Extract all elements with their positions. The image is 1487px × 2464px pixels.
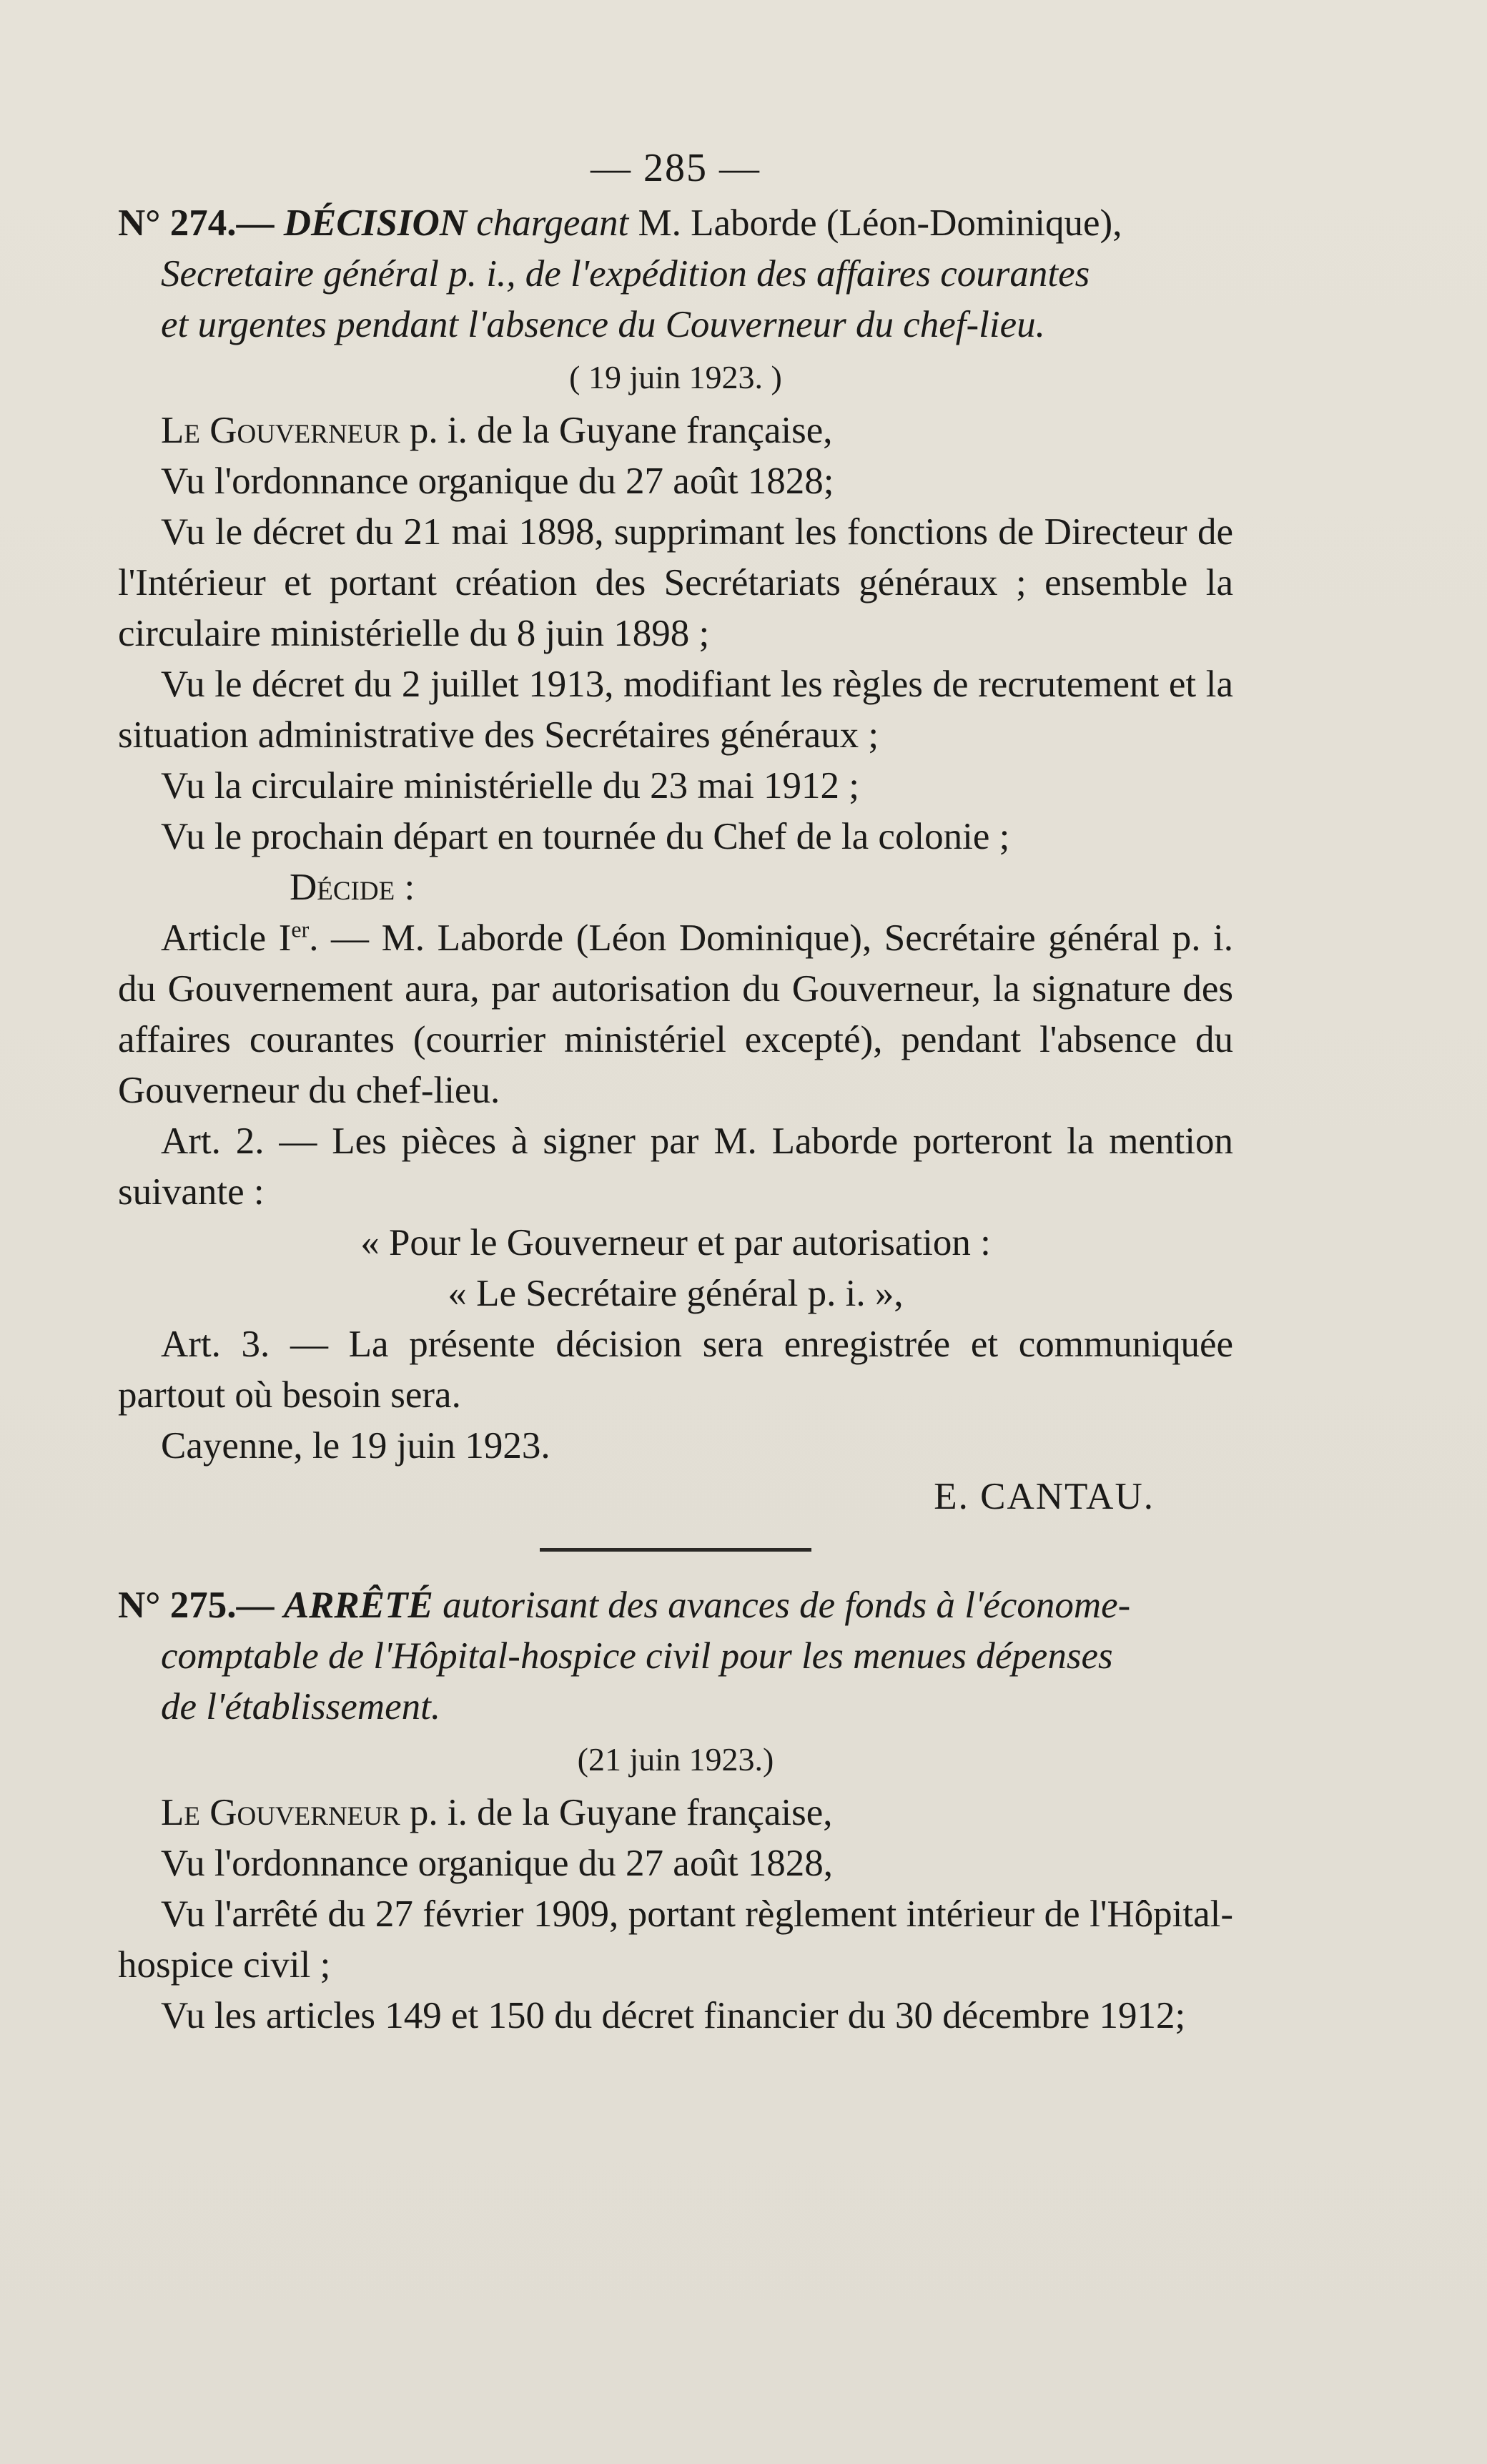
doc2-governor-title: Le Gouverneur xyxy=(161,1792,400,1833)
doc1-heading xyxy=(118,198,1233,249)
doc1-considerant-4: Vu la circulaire ministérielle du 23 mai 1912 ; xyxy=(161,765,860,807)
doc1-article-1-label: Article I xyxy=(161,917,292,959)
doc2-governor-line xyxy=(118,1788,1233,1838)
doc2-heading xyxy=(118,1580,1233,1631)
doc1-article-3: Art. 3. — La présente décision sera enregistrée et communiquée partout où besoin sera. xyxy=(118,1324,1233,1416)
doc1-governor-title: Le Gouverneur xyxy=(161,410,400,451)
doc1-considerant-5: Vu le prochain départ en tournée du Chef de la colonie ; xyxy=(161,816,1010,857)
doc1-date: ( 19 juin 1923. ) xyxy=(569,359,782,395)
doc2-considerant-2: Vu l'arrêté du 27 février 1909, portant règlement intérieur de l'Hôpital-hospice civil ; xyxy=(118,1893,1233,1986)
doc1-governor-rest: p. i. de la Guyane française, xyxy=(400,410,833,451)
section-divider xyxy=(540,1548,811,1552)
doc1-article-1 xyxy=(118,913,1233,1116)
doc1-title: DÉCISION xyxy=(283,202,467,244)
doc1-number: N° 274.— xyxy=(118,202,275,244)
doc2-considerant-1: Vu l'ordonnance organique du 27 août 1828, xyxy=(161,1843,834,1884)
doc1-considerant-2: Vu le décret du 21 mai 1898, supprimant les fonctions de Directeur de l'Intérieur et portant création des Secrétariats généraux ; ensemble la circulaire ministérielle du 8 juin 1898 ; xyxy=(118,511,1233,654)
doc1-quote-1: « Pour le Gouverneur et par autorisation : xyxy=(360,1222,991,1263)
doc1-place-date: Cayenne, le 19 juin 1923. xyxy=(161,1425,550,1467)
doc1-quote-2: « Le Secrétaire général p. i. », xyxy=(448,1273,904,1314)
page-number: — 285 — xyxy=(591,146,761,190)
doc2-heading-line3: de l'établissement. xyxy=(161,1686,441,1728)
doc1-article-1-sup: er xyxy=(291,916,310,942)
doc1-governor-line xyxy=(118,405,1233,456)
doc1-heading-line2: Secretaire général p. i., de l'expédition des affaires courantes xyxy=(161,253,1090,295)
doc1-heading-plain: M. Laborde (Léon-Dominique), xyxy=(638,202,1122,244)
doc2-heading-rest: autorisant des avances de fonds à l'économe- xyxy=(433,1585,1131,1626)
text-column xyxy=(118,143,1233,2041)
doc2-governor-rest: p. i. de la Guyane française, xyxy=(400,1792,833,1833)
doc1-signature: E. CANTAU. xyxy=(934,1476,1155,1517)
doc2-number: N° 275.— xyxy=(118,1585,275,1626)
doc2-considerant-3: Vu les articles 149 et 150 du décret financier du 30 décembre 1912; xyxy=(161,1995,1186,2036)
doc1-considerant-3: Vu le décret du 2 juillet 1913, modifiant les règles de recrutement et la situation administrative des Secrétaires généraux ; xyxy=(118,664,1233,756)
doc2-title: ARRÊTÉ xyxy=(283,1585,433,1626)
doc2-date: (21 juin 1923.) xyxy=(577,1741,774,1778)
doc1-decide: Décide : xyxy=(290,867,415,908)
doc1-article-2: Art. 2. — Les pièces à signer par M. Laborde porteront la mention suivante : xyxy=(118,1120,1233,1213)
doc1-article-1-text: . — M. Laborde (Léon Dominique), Secrétaire général p. i. du Gouvernement aura, par autorisation du Gouverneur, la signature des affaires courantes (courrier ministériel excepté), pendant l'absence du Gouverneur du chef-lieu. xyxy=(118,917,1234,1111)
doc1-heading-rest: chargeant xyxy=(467,202,638,244)
doc1-considerant-1: Vu l'ordonnance organique du 27 août 1828; xyxy=(161,460,834,502)
doc2-heading-line2: comptable de l'Hôpital-hospice civil pour les menues dépenses xyxy=(161,1635,1113,1677)
doc1-heading-line3: et urgentes pendant l'absence du Couverneur du chef-lieu. xyxy=(161,304,1045,345)
